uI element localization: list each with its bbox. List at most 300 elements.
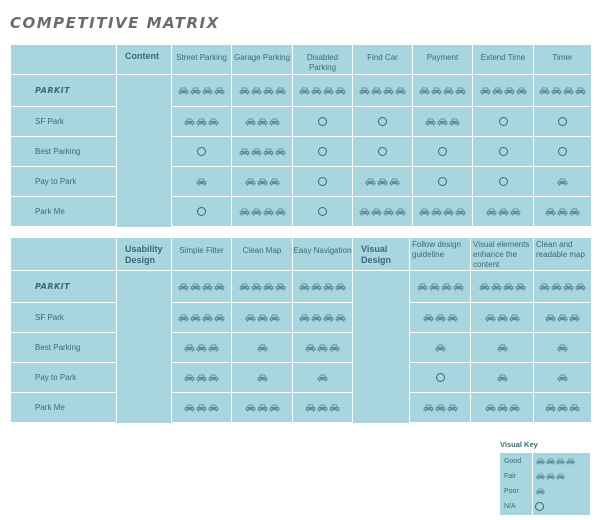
circle-icon — [197, 207, 206, 216]
rating-cell — [172, 333, 232, 363]
row-header-corner — [11, 238, 117, 271]
car-icon — [383, 208, 394, 216]
car-icon — [178, 87, 189, 95]
rating-cell — [293, 303, 353, 333]
rating-cell — [172, 303, 232, 333]
car-icon — [455, 87, 466, 95]
competitor-name: Pay to Park — [11, 167, 117, 197]
car-icon — [323, 87, 334, 95]
car-icon — [365, 178, 376, 186]
car-icon — [329, 404, 340, 412]
table-row — [11, 363, 592, 393]
rating-cell — [293, 197, 353, 227]
rating-cell — [410, 271, 471, 303]
car-icon — [551, 283, 562, 291]
key-rating — [535, 470, 565, 484]
circle-icon — [535, 502, 544, 511]
rating-cell — [473, 75, 534, 107]
car-icon — [335, 283, 346, 291]
rating-cell — [353, 167, 413, 197]
car-icon — [383, 87, 394, 95]
car-icon — [214, 283, 225, 291]
competitor-name: SF Park — [11, 303, 117, 333]
rating-cell — [293, 271, 353, 303]
circle-icon — [558, 117, 567, 126]
rating-cell — [232, 393, 293, 423]
car-icon — [269, 314, 280, 322]
car-icon — [275, 208, 286, 216]
car-icon — [311, 283, 322, 291]
rating-cell — [413, 107, 473, 137]
car-icon — [395, 208, 406, 216]
car-icon — [245, 118, 256, 126]
row-header-corner — [11, 45, 117, 75]
car-icon — [417, 283, 428, 291]
rating-cell — [410, 333, 471, 363]
car-icon — [435, 404, 446, 412]
rating-cell — [293, 137, 353, 167]
car-icon — [251, 283, 262, 291]
rating-cell — [353, 107, 413, 137]
car-icon — [184, 404, 195, 412]
spacer-cell — [117, 393, 172, 423]
spacer-cell — [353, 303, 410, 333]
design-matrix-table — [10, 237, 592, 423]
rating-cell — [413, 167, 473, 197]
competitor-name: SF Park — [11, 107, 117, 137]
car-icon — [359, 208, 370, 216]
car-icon — [419, 87, 430, 95]
car-icon — [275, 283, 286, 291]
table-row — [11, 167, 592, 197]
car-icon — [551, 87, 562, 95]
content-matrix-table — [10, 44, 592, 227]
rating-cell — [534, 363, 592, 393]
car-icon — [423, 404, 434, 412]
car-icon — [257, 118, 268, 126]
car-icon — [317, 374, 328, 382]
car-icon — [545, 404, 556, 412]
car-icon — [447, 314, 458, 322]
car-icon — [497, 374, 508, 382]
brand-logo: PARKIT — [11, 75, 117, 107]
car-icon — [575, 87, 586, 95]
car-icon — [443, 208, 454, 216]
car-icon — [569, 404, 580, 412]
car-icon — [202, 314, 213, 322]
circle-icon — [197, 147, 206, 156]
car-icon — [491, 283, 502, 291]
car-icon — [196, 118, 207, 126]
table-row — [11, 393, 592, 423]
car-icon — [190, 283, 201, 291]
car-icon — [263, 283, 274, 291]
spacer-cell — [117, 75, 172, 107]
car-icon — [251, 148, 262, 156]
table-row — [11, 137, 592, 167]
rating-cell — [293, 167, 353, 197]
car-icon — [575, 283, 586, 291]
car-icon — [431, 87, 442, 95]
rating-cell — [232, 333, 293, 363]
rating-cell — [410, 303, 471, 333]
car-icon — [269, 178, 280, 186]
rating-cell — [410, 393, 471, 423]
criterion-header: Street Parking — [172, 45, 232, 75]
car-icon — [435, 344, 446, 352]
car-icon — [497, 314, 508, 322]
criterion-header: Visual elements enhance the content — [471, 238, 534, 271]
competitor-name: Pay to Park — [11, 363, 117, 393]
circle-icon — [438, 177, 447, 186]
car-icon — [208, 118, 219, 126]
car-icon — [509, 314, 520, 322]
car-icon — [329, 344, 340, 352]
rating-cell — [471, 271, 534, 303]
car-icon — [202, 87, 213, 95]
car-icon — [492, 87, 503, 95]
criterion-header: Timer — [534, 45, 592, 75]
criterion-header: Easy Navigation — [293, 238, 353, 271]
car-icon — [196, 404, 207, 412]
table-row — [11, 75, 592, 107]
car-icon — [429, 283, 440, 291]
car-icon — [566, 458, 575, 465]
rating-cell — [353, 197, 413, 227]
car-icon — [557, 344, 568, 352]
car-icon — [509, 404, 520, 412]
car-icon — [510, 208, 521, 216]
visual-key-title: Visual Key — [500, 440, 538, 449]
car-icon — [431, 208, 442, 216]
car-icon — [371, 208, 382, 216]
car-icon — [317, 404, 328, 412]
car-icon — [178, 283, 189, 291]
rating-cell — [353, 75, 413, 107]
rating-cell — [473, 167, 534, 197]
rating-cell — [534, 107, 592, 137]
circle-icon — [438, 147, 447, 156]
competitor-name: Park Me — [11, 197, 117, 227]
car-icon — [498, 208, 509, 216]
car-icon — [425, 118, 436, 126]
circle-icon — [378, 147, 387, 156]
rating-cell — [293, 393, 353, 423]
car-icon — [239, 87, 250, 95]
car-icon — [556, 473, 565, 480]
car-icon — [239, 283, 250, 291]
car-icon — [257, 404, 268, 412]
key-row — [504, 485, 590, 499]
spacer-cell — [353, 363, 410, 393]
circle-icon — [499, 147, 508, 156]
car-icon — [479, 283, 490, 291]
car-icon — [311, 314, 322, 322]
page-title: COMPETITIVE MATRIX — [10, 14, 220, 32]
rating-cell — [410, 363, 471, 393]
car-icon — [299, 283, 310, 291]
competitor-name: Park Me — [11, 393, 117, 423]
car-icon — [449, 118, 460, 126]
rating-cell — [232, 363, 293, 393]
rating-cell — [232, 107, 293, 137]
key-label: N/A — [504, 503, 516, 510]
rating-cell — [172, 393, 232, 423]
rating-cell — [293, 107, 353, 137]
rating-cell — [172, 271, 232, 303]
car-icon — [441, 283, 452, 291]
car-icon — [557, 178, 568, 186]
criterion-header: Clean Map — [232, 238, 293, 271]
car-icon — [202, 283, 213, 291]
spacer-cell — [117, 333, 172, 363]
table-row — [11, 333, 592, 363]
table-row — [11, 303, 592, 333]
circle-icon — [558, 147, 567, 156]
car-icon — [305, 344, 316, 352]
circle-icon — [499, 117, 508, 126]
competitor-name: Best Parking — [11, 137, 117, 167]
car-icon — [497, 344, 508, 352]
car-icon — [453, 283, 464, 291]
car-icon — [269, 404, 280, 412]
key-rating — [535, 500, 544, 514]
rating-cell — [534, 393, 592, 423]
criterion-header: Garage Parking — [232, 45, 293, 75]
circle-icon — [499, 177, 508, 186]
rating-cell — [413, 75, 473, 107]
car-icon — [196, 178, 207, 186]
car-icon — [257, 374, 268, 382]
rating-cell — [471, 333, 534, 363]
car-icon — [515, 283, 526, 291]
car-icon — [323, 314, 334, 322]
section-title-visual: Visual Design — [353, 238, 410, 271]
car-icon — [536, 488, 545, 495]
car-icon — [556, 458, 565, 465]
car-icon — [546, 473, 555, 480]
rating-cell — [471, 393, 534, 423]
rating-cell — [172, 197, 232, 227]
car-icon — [443, 87, 454, 95]
car-icon — [305, 404, 316, 412]
car-icon — [317, 344, 328, 352]
rating-cell — [534, 271, 592, 303]
car-icon — [419, 208, 430, 216]
rating-cell — [534, 333, 592, 363]
car-icon — [516, 87, 527, 95]
car-icon — [245, 404, 256, 412]
car-icon — [184, 374, 195, 382]
circle-icon — [318, 207, 327, 216]
spacer-cell — [353, 393, 410, 423]
car-icon — [251, 87, 262, 95]
rating-cell — [293, 363, 353, 393]
car-icon — [311, 87, 322, 95]
visual-key — [500, 440, 590, 515]
table-row — [11, 107, 592, 137]
car-icon — [251, 208, 262, 216]
car-icon — [208, 374, 219, 382]
car-icon — [263, 148, 274, 156]
car-icon — [245, 314, 256, 322]
section-title-content: Content — [117, 45, 172, 75]
car-icon — [569, 208, 580, 216]
car-icon — [257, 178, 268, 186]
key-label: Good — [504, 458, 522, 465]
key-rating — [535, 485, 545, 499]
car-icon — [485, 404, 496, 412]
car-icon — [546, 458, 555, 465]
car-icon — [435, 314, 446, 322]
car-icon — [539, 87, 550, 95]
car-icon — [299, 314, 310, 322]
car-icon — [377, 178, 388, 186]
car-icon — [184, 344, 195, 352]
rating-cell — [534, 75, 592, 107]
key-row — [504, 500, 590, 514]
car-icon — [389, 178, 400, 186]
table-row — [11, 271, 592, 303]
rating-cell — [172, 167, 232, 197]
car-icon — [423, 314, 434, 322]
car-icon — [486, 208, 497, 216]
car-icon — [196, 344, 207, 352]
car-icon — [196, 374, 207, 382]
car-icon — [455, 208, 466, 216]
rating-cell — [473, 197, 534, 227]
key-label: Poor — [504, 488, 519, 495]
rating-cell — [172, 363, 232, 393]
car-icon — [504, 87, 515, 95]
car-icon — [299, 87, 310, 95]
rating-cell — [473, 107, 534, 137]
car-icon — [497, 404, 508, 412]
spacer-cell — [117, 303, 172, 333]
car-icon — [359, 87, 370, 95]
spacer-cell — [353, 333, 410, 363]
rating-cell — [293, 75, 353, 107]
car-icon — [485, 314, 496, 322]
car-icon — [371, 87, 382, 95]
car-icon — [263, 87, 274, 95]
brand-logo: PARKIT — [11, 271, 117, 303]
rating-cell — [534, 197, 592, 227]
car-icon — [536, 458, 545, 465]
rating-cell — [413, 137, 473, 167]
rating-cell — [473, 137, 534, 167]
car-icon — [557, 208, 568, 216]
circle-icon — [318, 147, 327, 156]
car-icon — [190, 314, 201, 322]
spacer-cell — [117, 167, 172, 197]
car-icon — [263, 208, 274, 216]
visual-key-box — [500, 453, 590, 515]
rating-cell — [471, 303, 534, 333]
circle-icon — [318, 177, 327, 186]
criterion-header: Find Car — [353, 45, 413, 75]
car-icon — [190, 87, 201, 95]
car-icon — [208, 344, 219, 352]
rating-cell — [534, 167, 592, 197]
criterion-header: Disabled Parking — [293, 45, 353, 75]
car-icon — [269, 118, 280, 126]
car-icon — [563, 87, 574, 95]
car-icon — [557, 374, 568, 382]
spacer-cell — [117, 197, 172, 227]
car-icon — [239, 208, 250, 216]
car-icon — [184, 118, 195, 126]
criterion-header: Extend Time — [473, 45, 534, 75]
criterion-header: Payment — [413, 45, 473, 75]
car-icon — [557, 314, 568, 322]
car-icon — [275, 148, 286, 156]
spacer-cell — [117, 363, 172, 393]
rating-cell — [293, 333, 353, 363]
car-icon — [569, 314, 580, 322]
car-icon — [335, 314, 346, 322]
rating-cell — [232, 303, 293, 333]
rating-cell — [534, 303, 592, 333]
car-icon — [275, 87, 286, 95]
rating-cell — [172, 107, 232, 137]
car-icon — [539, 283, 550, 291]
car-icon — [335, 87, 346, 95]
section-title-usability: Usability Design — [117, 238, 172, 271]
car-icon — [214, 87, 225, 95]
spacer-cell — [117, 107, 172, 137]
car-icon — [214, 314, 225, 322]
rating-cell — [232, 75, 293, 107]
car-icon — [536, 473, 545, 480]
key-rating — [535, 455, 575, 469]
car-icon — [557, 404, 568, 412]
rating-cell — [353, 137, 413, 167]
car-icon — [257, 344, 268, 352]
car-icon — [257, 314, 268, 322]
criterion-header: Clean and readable map — [534, 238, 592, 271]
car-icon — [208, 404, 219, 412]
rating-cell — [232, 271, 293, 303]
car-icon — [480, 87, 491, 95]
car-icon — [323, 283, 334, 291]
key-row — [504, 470, 590, 484]
car-icon — [178, 314, 189, 322]
circle-icon — [378, 117, 387, 126]
car-icon — [245, 178, 256, 186]
rating-cell — [534, 137, 592, 167]
car-icon — [239, 148, 250, 156]
car-icon — [437, 118, 448, 126]
car-icon — [395, 87, 406, 95]
car-icon — [503, 283, 514, 291]
competitor-name: Best Parking — [11, 333, 117, 363]
spacer-cell — [353, 271, 410, 303]
spacer-cell — [117, 137, 172, 167]
key-row — [504, 455, 590, 469]
car-icon — [545, 208, 556, 216]
car-icon — [563, 283, 574, 291]
rating-cell — [232, 137, 293, 167]
criterion-header: Follow design guideline — [410, 238, 471, 271]
spacer-cell — [117, 271, 172, 303]
rating-cell — [471, 363, 534, 393]
rating-cell — [172, 75, 232, 107]
rating-cell — [232, 197, 293, 227]
key-label: Fair — [504, 473, 517, 480]
circle-icon — [318, 117, 327, 126]
car-icon — [447, 404, 458, 412]
